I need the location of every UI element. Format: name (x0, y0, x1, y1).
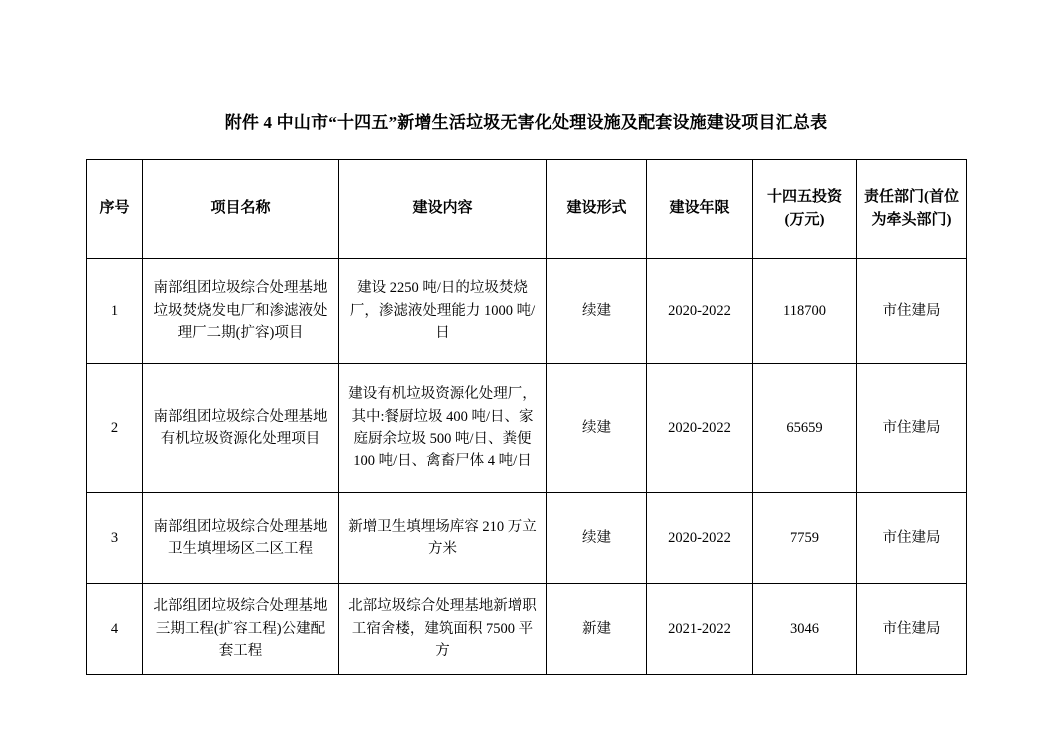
cell-years: 2020-2022 (647, 259, 753, 364)
header-cell-years: 建设年限 (647, 160, 753, 259)
cell-department: 市住建局 (857, 584, 967, 675)
cell-form: 续建 (547, 259, 647, 364)
cell-years: 2020-2022 (647, 493, 753, 584)
cell-department: 市住建局 (857, 364, 967, 493)
table-row (87, 584, 967, 675)
header-cell-content: 建设内容 (339, 160, 547, 259)
table-body (87, 259, 967, 675)
cell-index: 4 (87, 584, 143, 675)
header-cell-index: 序号 (87, 160, 143, 259)
cell-investment: 7759 (753, 493, 857, 584)
cell-project-name: 南部组团垃圾综合处理基地垃圾焚烧发电厂和渗滤液处理厂二期(扩容)项目 (143, 259, 339, 364)
header-cell-form: 建设形式 (547, 160, 647, 259)
page-title: 附件 4 中山市“十四五”新增生活垃圾无害化处理设施及配套设施建设项目汇总表 (224, 113, 828, 132)
cell-form: 续建 (547, 493, 647, 584)
project-summary-table (86, 159, 967, 675)
header-cell-name: 项目名称 (143, 160, 339, 259)
summary-table-container (86, 159, 966, 675)
cell-content: 新增卫生填埋场库容 210 万立方米 (339, 493, 547, 584)
header-row (87, 160, 967, 259)
header-cell-department: 责任部门(首位为牵头部门) (857, 160, 967, 259)
cell-form: 新建 (547, 584, 647, 675)
cell-content: 建设有机垃圾资源化处理厂，其中:餐厨垃圾 400 吨/日、家庭厨余垃圾 500 吨/日、粪便 100 吨/日、禽畜尸体 4 吨/日 (339, 364, 547, 493)
table-header (87, 160, 967, 259)
cell-content: 建设 2250 吨/日的垃圾焚烧厂，渗滤液处理能力 1000 吨/日 (339, 259, 547, 364)
cell-index: 1 (87, 259, 143, 364)
cell-department: 市住建局 (857, 259, 967, 364)
cell-index: 2 (87, 364, 143, 493)
cell-project-name: 南部组团垃圾综合处理基地卫生填埋场区二区工程 (143, 493, 339, 584)
cell-project-name: 南部组团垃圾综合处理基地有机垃圾资源化处理项目 (143, 364, 339, 493)
header-cell-investment: 十四五投资(万元) (753, 160, 857, 259)
cell-content: 北部垃圾综合处理基地新增职工宿舍楼，建筑面积 7500 平方 (339, 584, 547, 675)
cell-years: 2021-2022 (647, 584, 753, 675)
cell-investment: 65659 (753, 364, 857, 493)
cell-project-name: 北部组团垃圾综合处理基地三期工程(扩容工程)公建配套工程 (143, 584, 339, 675)
cell-years: 2020-2022 (647, 364, 753, 493)
cell-index: 3 (87, 493, 143, 584)
table-row (87, 493, 967, 584)
cell-investment: 3046 (753, 584, 857, 675)
cell-investment: 118700 (753, 259, 857, 364)
table-row (87, 259, 967, 364)
table-row (87, 364, 967, 493)
cell-department: 市住建局 (857, 493, 967, 584)
cell-form: 续建 (547, 364, 647, 493)
